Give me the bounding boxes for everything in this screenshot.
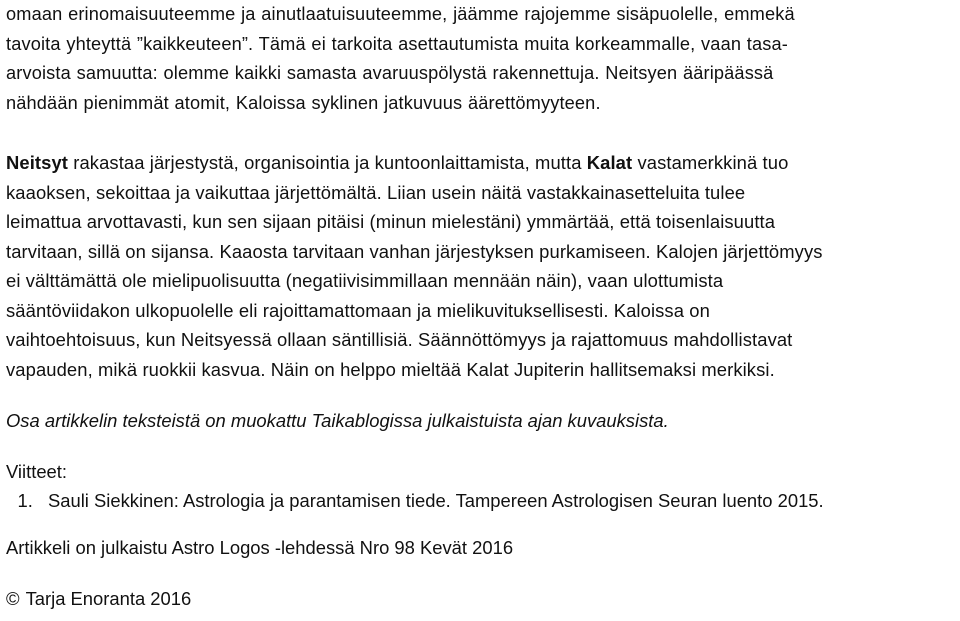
main-paragraph: [6, 148, 940, 384]
paragraph-line: leimattua arvottavasti, kun sen sijaan pitäisi (minun mielestäni) ymmärtää, että toisenlaisuutta: [6, 211, 776, 232]
paragraph-line: kaaoksen, sekoittaa ja vaikuttaa järjettömältä. Liian usein näitä vastakkainasetteluita tulee: [6, 181, 746, 203]
source-note: Osa artikkelin teksteistä on muokattu Taikablogissa julkaistuista ajan kuvauksista.: [6, 410, 669, 431]
bold-term-kalat: Kalat: [586, 152, 633, 173]
paragraph-line: ei välttämättä ole mielipuolisuutta (negatiivisimmillaan mennään näin), vaan ulottumista: [6, 270, 724, 291]
intro-line: nähdään pienimmät atomit, Kaloissa syklinen jatkuvuus äärettömyyteen.: [6, 92, 601, 113]
paragraph-line: sääntöviidakon ulkopuolelle eli rajoittamattomaan ja mielikuvituksellisesti. Kaloissa on: [6, 299, 710, 321]
references-heading: Viitteet:: [6, 461, 67, 482]
copyright-line: [6, 584, 940, 613]
intro-line: omaan erinomaisuuteemme ja ainutlaatuisuuteemme, jäämme rajojemme sisäpuolelle, emmekä: [6, 4, 795, 24]
intro-line: tavoita yhteyttä ”kaikkeuteen”. Tämä ei tarkoita asettautumista muita korkeammalle, vaan tasa-: [6, 33, 788, 54]
paragraph-line: [6, 148, 940, 178]
copyright-icon: ©: [6, 588, 20, 609]
bold-term-neitsyt: Neitsyt: [6, 152, 69, 173]
intro-paragraph: [6, 0, 940, 118]
paragraph-text: rakastaa järjestystä, organisointia ja kuntoonlaittamista, mutta: [68, 152, 587, 173]
paragraph-line: vapauden, mikä ruokkii kasvua. Näin on helppo mieltää Kalat Jupiterin hallitsemaksi merkiksi.: [6, 358, 775, 380]
copyright-author: Tarja Enoranta 2016: [25, 588, 192, 609]
reference-item: 1. Sauli Siekkinen: Astrologia ja parantamisen tiede. Tampereen Astrologisen Seuran luento 2015.: [38, 486, 940, 515]
paragraph-text: vastamerkkinä tuo: [632, 152, 789, 173]
publication-note: Artikkeli on julkaistu Astro Logos -lehdessä Nro 98 Kevät 2016: [6, 537, 514, 558]
paragraph-line: tarvitaan, sillä on sijansa. Kaaosta tarvitaan vanhan järjestyksen purkamiseen. Kalojen järjettömyys: [6, 240, 823, 262]
references-section: [6, 457, 940, 515]
paragraph-line: vaihtoehtoisuus, kun Neitsyessä ollaan säntillisiä. Säännöttömyys ja rajattomuus mahdollistavat: [6, 329, 793, 350]
references-list: [6, 486, 940, 515]
intro-line: arvoista samuutta: olemme kaikki samasta avaruuspölystä rakennettuja. Neitsyen ääripäässä: [6, 63, 774, 83]
